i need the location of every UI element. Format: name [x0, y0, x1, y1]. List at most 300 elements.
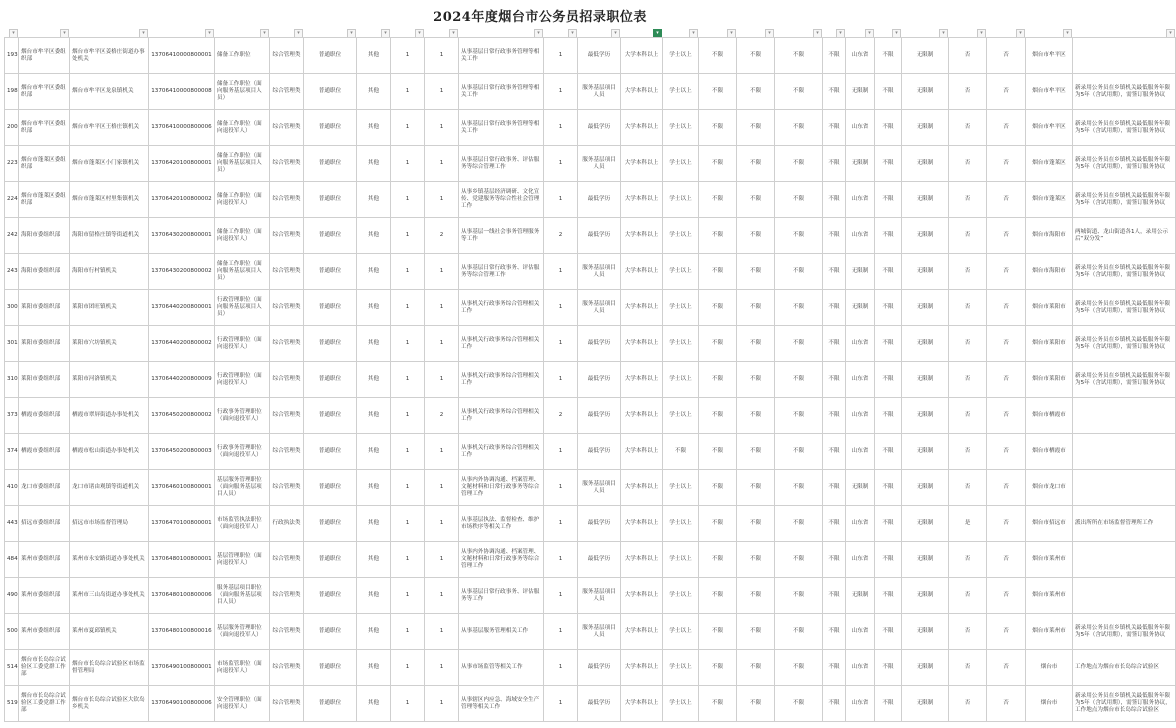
table-cell[interactable]: 不限	[737, 182, 775, 218]
table-cell[interactable]: 普通职位	[304, 650, 357, 686]
table-cell[interactable]: 烟台市栖霞市	[1026, 434, 1073, 470]
table-cell[interactable]: 从事机关行政事务综合管理相关工作	[459, 362, 544, 398]
table-cell[interactable]: 13706490100800006	[149, 686, 215, 722]
table-cell[interactable]: 栖霞市委组织部	[19, 398, 70, 434]
table-cell[interactable]	[1073, 38, 1176, 74]
table-cell[interactable]: 大学本科以上	[621, 398, 663, 434]
table-cell[interactable]: 不限	[823, 218, 846, 254]
table-cell[interactable]: 服务基层项目人员	[578, 614, 621, 650]
table-cell[interactable]: 最低学历	[578, 434, 621, 470]
table-cell[interactable]: 1	[425, 362, 459, 398]
table-cell[interactable]	[1073, 398, 1176, 434]
table-cell[interactable]: 不限	[775, 398, 823, 434]
table-cell[interactable]: 1	[544, 74, 578, 110]
table-cell[interactable]: 不限	[775, 254, 823, 290]
table-cell[interactable]: 不限	[737, 578, 775, 614]
table-cell[interactable]: 不限	[775, 146, 823, 182]
table-cell[interactable]: 1	[391, 650, 425, 686]
table-cell[interactable]: 否	[987, 614, 1026, 650]
table-cell[interactable]: 普通职位	[304, 362, 357, 398]
table-cell[interactable]	[1073, 542, 1176, 578]
table-cell[interactable]: 烟台市蓬莱区委组织部	[19, 146, 70, 182]
filter-dropdown-icon[interactable]: ▾	[568, 29, 577, 38]
table-cell[interactable]: 1	[391, 542, 425, 578]
table-cell[interactable]: 13706450200800003	[149, 434, 215, 470]
table-cell[interactable]: 不限	[775, 110, 823, 146]
table-cell[interactable]: 不限	[823, 578, 846, 614]
table-cell[interactable]: 不限	[823, 38, 846, 74]
table-cell[interactable]: 最低学历	[578, 326, 621, 362]
table-cell[interactable]: 普通职位	[304, 686, 357, 722]
table-cell[interactable]: 烟台市莱阳市	[1026, 290, 1073, 326]
table-cell[interactable]: 不限	[737, 290, 775, 326]
table-cell[interactable]: 不限	[737, 470, 775, 506]
table-cell[interactable]: 综合管理类	[270, 254, 304, 290]
table-cell[interactable]: 新录用公务员在乡镇机关最低服务年限为5年（含试用期），需签订服务协议	[1073, 146, 1176, 182]
table-cell[interactable]: 不限	[875, 434, 902, 470]
table-cell[interactable]: 不限	[775, 218, 823, 254]
table-cell[interactable]: 莱阳市穴坊镇机关	[70, 326, 149, 362]
table-cell[interactable]: 不限	[699, 578, 737, 614]
table-cell[interactable]: 莱州市委组织部	[19, 578, 70, 614]
table-cell[interactable]: 1	[544, 362, 578, 398]
table-cell[interactable]: 310	[5, 362, 19, 398]
table-cell[interactable]: 不限	[737, 218, 775, 254]
table-cell[interactable]: 烟台市蓬莱区委组织部	[19, 182, 70, 218]
table-cell[interactable]: 市场监管职位（面向退役军人）	[215, 650, 270, 686]
table-cell[interactable]: 13706420100800001	[149, 146, 215, 182]
table-cell[interactable]: 普通职位	[304, 254, 357, 290]
table-cell[interactable]: 不限	[737, 254, 775, 290]
table-cell[interactable]: 综合管理类	[270, 362, 304, 398]
table-cell[interactable]: 不限	[737, 686, 775, 722]
table-cell[interactable]: 山东省	[846, 38, 875, 74]
table-cell[interactable]: 其他	[357, 362, 391, 398]
table-cell[interactable]: 服务基层项目职位（面向服务基层项目人员）	[215, 578, 270, 614]
table-cell[interactable]: 无限制	[902, 290, 949, 326]
table-cell[interactable]: 1	[544, 542, 578, 578]
table-cell[interactable]: 13706430200800001	[149, 218, 215, 254]
table-cell[interactable]: 13706480100800016	[149, 614, 215, 650]
table-cell[interactable]: 综合管理类	[270, 290, 304, 326]
table-cell[interactable]: 烟台市莱阳市	[1026, 326, 1073, 362]
filter-dropdown-icon[interactable]: ▾	[765, 29, 774, 38]
table-cell[interactable]: 烟台市牟平区姜格庄街道办事处机关	[70, 38, 149, 74]
table-cell[interactable]: 不限	[875, 578, 902, 614]
table-cell[interactable]: 不限	[823, 74, 846, 110]
table-cell[interactable]: 烟台市牟平区龙泉镇机关	[70, 74, 149, 110]
table-cell[interactable]: 无限制	[902, 506, 949, 542]
table-cell[interactable]: 最低学历	[578, 542, 621, 578]
table-cell[interactable]: 学士以上	[663, 686, 699, 722]
table-cell[interactable]: 其他	[357, 182, 391, 218]
table-cell[interactable]: 不限	[699, 614, 737, 650]
table-cell[interactable]: 1	[391, 254, 425, 290]
table-cell[interactable]: 其他	[357, 470, 391, 506]
table-cell[interactable]: 不限	[699, 650, 737, 686]
table-cell[interactable]: 招远市委组织部	[19, 506, 70, 542]
filter-dropdown-icon[interactable]: ▾	[1063, 29, 1072, 38]
table-cell[interactable]: 不限	[823, 326, 846, 362]
table-cell[interactable]: 综合管理类	[270, 650, 304, 686]
table-cell[interactable]: 普通职位	[304, 614, 357, 650]
table-cell[interactable]: 不限	[875, 614, 902, 650]
table-cell[interactable]: 否	[949, 542, 987, 578]
table-cell[interactable]: 学士以上	[663, 614, 699, 650]
table-cell[interactable]: 综合管理类	[270, 578, 304, 614]
table-cell[interactable]: 否	[987, 578, 1026, 614]
table-cell[interactable]: 无限制	[902, 434, 949, 470]
table-cell[interactable]: 1	[391, 470, 425, 506]
table-cell[interactable]: 无限制	[902, 218, 949, 254]
table-cell[interactable]: 最低学历	[578, 398, 621, 434]
table-cell[interactable]: 224	[5, 182, 19, 218]
table-cell[interactable]: 烟台市蓬莱区小门家镇机关	[70, 146, 149, 182]
table-cell[interactable]: 行政执法类	[270, 506, 304, 542]
filter-dropdown-icon[interactable]: ▾	[139, 29, 148, 38]
table-cell[interactable]: 1	[425, 110, 459, 146]
table-cell[interactable]: 2	[425, 218, 459, 254]
table-cell[interactable]: 从事基层日常行政事务、评估服务等工作	[459, 578, 544, 614]
table-cell[interactable]: 否	[949, 578, 987, 614]
filter-dropdown-icon[interactable]: ▾	[892, 29, 901, 38]
table-cell[interactable]: 储备工作职位（面向退役军人）	[215, 110, 270, 146]
table-cell[interactable]: 不限	[737, 110, 775, 146]
table-cell[interactable]: 工作地点为烟台市长岛综合试验区	[1073, 650, 1176, 686]
table-cell[interactable]: 服务基层项目人员	[578, 290, 621, 326]
table-cell[interactable]: 最低学历	[578, 686, 621, 722]
table-cell[interactable]: 其他	[357, 506, 391, 542]
table-cell[interactable]: 不限	[699, 362, 737, 398]
table-cell[interactable]: 学士以上	[663, 506, 699, 542]
table-cell[interactable]: 无限制	[902, 650, 949, 686]
table-cell[interactable]: 1	[425, 470, 459, 506]
table-cell[interactable]: 不限	[663, 434, 699, 470]
table-cell[interactable]: 普通职位	[304, 506, 357, 542]
table-cell[interactable]: 学士以上	[663, 146, 699, 182]
table-cell[interactable]: 1	[544, 326, 578, 362]
table-cell[interactable]: 海阳市留格庄镇等街道机关	[70, 218, 149, 254]
table-cell[interactable]: 栖霞市委组织部	[19, 434, 70, 470]
table-cell[interactable]: 龙口市诸由观镇等街道机关	[70, 470, 149, 506]
table-cell[interactable]	[1073, 434, 1176, 470]
table-cell[interactable]: 否	[987, 38, 1026, 74]
table-cell[interactable]: 否	[987, 290, 1026, 326]
table-cell[interactable]: 栖霞市翠屏街道办事处机关	[70, 398, 149, 434]
table-cell[interactable]: 519	[5, 686, 19, 722]
table-cell[interactable]: 不限	[737, 146, 775, 182]
table-cell[interactable]: 服务基层项目人员	[578, 146, 621, 182]
table-cell[interactable]: 1	[425, 254, 459, 290]
table-cell[interactable]: 否	[949, 182, 987, 218]
table-cell[interactable]: 否	[987, 506, 1026, 542]
table-cell[interactable]: 无限制	[902, 470, 949, 506]
table-cell[interactable]: 无限制	[902, 110, 949, 146]
table-cell[interactable]: 海阳市行村镇机关	[70, 254, 149, 290]
table-cell[interactable]: 1	[391, 146, 425, 182]
table-cell[interactable]: 山东省	[846, 218, 875, 254]
table-cell[interactable]: 1	[544, 182, 578, 218]
table-cell[interactable]: 443	[5, 506, 19, 542]
table-cell[interactable]: 新录用公务员在乡镇机关最低服务年限为5年（含试用期），需签订服务协议	[1073, 74, 1176, 110]
filter-dropdown-icon[interactable]: ▾	[689, 29, 698, 38]
table-cell[interactable]: 1	[544, 506, 578, 542]
table-cell[interactable]: 莱州市委组织部	[19, 614, 70, 650]
table-cell[interactable]: 1	[544, 146, 578, 182]
table-cell[interactable]: 否	[949, 434, 987, 470]
table-cell[interactable]: 否	[949, 110, 987, 146]
table-cell[interactable]: 大学本科以上	[621, 146, 663, 182]
table-cell[interactable]: 大学本科以上	[621, 470, 663, 506]
table-cell[interactable]: 普通职位	[304, 290, 357, 326]
table-cell[interactable]: 1	[544, 38, 578, 74]
filter-dropdown-icon[interactable]: ▾	[294, 29, 303, 38]
table-cell[interactable]: 不限	[699, 506, 737, 542]
table-cell[interactable]: 223	[5, 146, 19, 182]
table-cell[interactable]: 综合管理类	[270, 38, 304, 74]
table-cell[interactable]: 其他	[357, 146, 391, 182]
table-cell[interactable]: 301	[5, 326, 19, 362]
table-cell[interactable]: 从事基层日常行政事务管理等相关工作	[459, 110, 544, 146]
table-cell[interactable]: 不限	[699, 254, 737, 290]
table-cell[interactable]: 烟台市牟平区王格庄镇机关	[70, 110, 149, 146]
table-cell[interactable]: 否	[987, 110, 1026, 146]
table-cell[interactable]: 大学本科以上	[621, 686, 663, 722]
table-cell[interactable]: 不限	[699, 326, 737, 362]
table-cell[interactable]: 1	[391, 110, 425, 146]
table-cell[interactable]: 新录用公务员在乡镇机关最低服务年限为5年（含试用期），需签订服务协议，工作地点为烟台市长岛综合试验区	[1073, 686, 1176, 722]
filter-dropdown-icon[interactable]: ▾	[260, 29, 269, 38]
table-cell[interactable]: 无限制	[902, 74, 949, 110]
table-cell[interactable]	[1073, 578, 1176, 614]
table-cell[interactable]: 烟台市牟平区委组织部	[19, 38, 70, 74]
table-cell[interactable]: 1	[544, 290, 578, 326]
table-cell[interactable]: 不限	[875, 506, 902, 542]
table-cell[interactable]: 大学本科以上	[621, 614, 663, 650]
table-cell[interactable]: 普通职位	[304, 38, 357, 74]
table-cell[interactable]: 普通职位	[304, 146, 357, 182]
table-cell[interactable]: 不限	[699, 74, 737, 110]
table-cell[interactable]: 不限	[875, 110, 902, 146]
table-cell[interactable]: 不限	[875, 686, 902, 722]
table-cell[interactable]: 其他	[357, 218, 391, 254]
table-cell[interactable]: 最低学历	[578, 650, 621, 686]
filter-dropdown-icon[interactable]: ▾	[9, 29, 18, 38]
table-cell[interactable]: 服务基层项目人员	[578, 578, 621, 614]
table-cell[interactable]: 其他	[357, 686, 391, 722]
table-cell[interactable]: 否	[949, 218, 987, 254]
table-cell[interactable]: 不限	[775, 614, 823, 650]
table-cell[interactable]: 莱阳市团旺镇机关	[70, 290, 149, 326]
table-cell[interactable]: 不限	[875, 218, 902, 254]
table-cell[interactable]: 1	[391, 614, 425, 650]
table-cell[interactable]: 不限	[875, 542, 902, 578]
table-cell[interactable]: 410	[5, 470, 19, 506]
table-cell[interactable]: 否	[949, 686, 987, 722]
table-cell[interactable]: 山东省	[846, 686, 875, 722]
table-cell[interactable]: 否	[949, 254, 987, 290]
table-cell[interactable]: 198	[5, 74, 19, 110]
table-cell[interactable]: 烟台市牟平区	[1026, 110, 1073, 146]
table-cell[interactable]: 烟台市莱州市	[1026, 578, 1073, 614]
table-cell[interactable]: 1	[425, 506, 459, 542]
table-cell[interactable]: 不限	[875, 362, 902, 398]
table-cell[interactable]: 1	[391, 290, 425, 326]
table-cell[interactable]: 13706410000800008	[149, 74, 215, 110]
table-cell[interactable]: 1	[544, 470, 578, 506]
table-cell[interactable]: 服务基层项目人员	[578, 470, 621, 506]
table-cell[interactable]: 学士以上	[663, 182, 699, 218]
filter-dropdown-icon[interactable]: ▾	[415, 29, 424, 38]
table-cell[interactable]: 无限制	[902, 614, 949, 650]
table-cell[interactable]: 最低学历	[578, 38, 621, 74]
table-cell[interactable]: 1	[425, 614, 459, 650]
table-cell[interactable]: 普通职位	[304, 218, 357, 254]
table-cell[interactable]: 否	[949, 650, 987, 686]
table-cell[interactable]: 否	[987, 326, 1026, 362]
table-cell[interactable]: 484	[5, 542, 19, 578]
table-cell[interactable]: 从事基层执法、监督检查、维护市场秩序等相关工作	[459, 506, 544, 542]
table-cell[interactable]: 普通职位	[304, 110, 357, 146]
table-cell[interactable]: 学士以上	[663, 578, 699, 614]
table-cell[interactable]: 13706480100800006	[149, 578, 215, 614]
table-cell[interactable]: 不限	[775, 578, 823, 614]
table-cell[interactable]: 1	[544, 650, 578, 686]
table-cell[interactable]: 学士以上	[663, 470, 699, 506]
table-cell[interactable]: 不限	[699, 290, 737, 326]
table-cell[interactable]: 否	[949, 326, 987, 362]
table-cell[interactable]: 从事乡镇基层经济调研、文化宣传、党建服务等综合性社会管理工作	[459, 182, 544, 218]
table-cell[interactable]: 不限	[699, 110, 737, 146]
filter-dropdown-icon[interactable]: ▾	[653, 29, 662, 38]
table-cell[interactable]: 否	[987, 470, 1026, 506]
table-cell[interactable]: 1	[425, 578, 459, 614]
table-cell[interactable]: 不限	[699, 470, 737, 506]
table-cell[interactable]: 综合管理类	[270, 110, 304, 146]
table-cell[interactable]: 其他	[357, 614, 391, 650]
table-cell[interactable]: 2	[425, 398, 459, 434]
table-cell[interactable]: 烟台市蓬莱区	[1026, 146, 1073, 182]
table-cell[interactable]: 莱阳市委组织部	[19, 362, 70, 398]
table-cell[interactable]: 行政管理职位（面向退役军人）	[215, 362, 270, 398]
table-cell[interactable]: 综合管理类	[270, 146, 304, 182]
table-cell[interactable]: 综合管理类	[270, 326, 304, 362]
table-cell[interactable]: 1	[544, 254, 578, 290]
table-cell[interactable]: 学士以上	[663, 362, 699, 398]
table-cell[interactable]: 不限	[737, 434, 775, 470]
table-cell[interactable]: 不限	[775, 74, 823, 110]
table-cell[interactable]: 储备工作职位（面向退役军人）	[215, 182, 270, 218]
table-cell[interactable]: 不限	[737, 650, 775, 686]
filter-dropdown-icon[interactable]: ▾	[381, 29, 390, 38]
table-cell[interactable]: 否	[987, 254, 1026, 290]
table-cell[interactable]: 不限	[737, 542, 775, 578]
table-cell[interactable]: 2	[544, 218, 578, 254]
table-cell[interactable]: 普通职位	[304, 398, 357, 434]
table-cell[interactable]: 否	[949, 470, 987, 506]
table-cell[interactable]: 莱阳市委组织部	[19, 326, 70, 362]
table-cell[interactable]: 烟台市牟平区	[1026, 74, 1073, 110]
filter-dropdown-icon[interactable]: ▾	[1016, 29, 1025, 38]
table-cell[interactable]: 1	[391, 398, 425, 434]
table-cell[interactable]: 烟台市长岛综合试验区大钦岛乡机关	[70, 686, 149, 722]
table-cell[interactable]: 不限	[823, 398, 846, 434]
table-cell[interactable]: 不限	[737, 614, 775, 650]
table-cell[interactable]: 不限	[737, 38, 775, 74]
table-cell[interactable]: 山东省	[846, 398, 875, 434]
table-cell[interactable]: 否	[987, 650, 1026, 686]
table-cell[interactable]: 基层管理职位（面向退役军人）	[215, 542, 270, 578]
table-cell[interactable]: 是	[949, 506, 987, 542]
table-cell[interactable]: 13706440200800002	[149, 326, 215, 362]
table-cell[interactable]: 1	[425, 650, 459, 686]
table-cell[interactable]: 否	[949, 362, 987, 398]
table-cell[interactable]: 否	[987, 434, 1026, 470]
table-cell[interactable]: 不限	[823, 542, 846, 578]
table-cell[interactable]: 1	[425, 290, 459, 326]
table-cell[interactable]: 综合管理类	[270, 614, 304, 650]
table-cell[interactable]: 不限	[775, 362, 823, 398]
table-cell[interactable]: 烟台市牟平区委组织部	[19, 110, 70, 146]
table-cell[interactable]: 行政事务管理职位（面向退役军人）	[215, 434, 270, 470]
table-cell[interactable]: 无限制	[902, 578, 949, 614]
table-cell[interactable]: 储备工作职位	[215, 38, 270, 74]
table-cell[interactable]: 从事内外协调沟通、档案管理、文秘材料和日常行政事务等综合管理工作	[459, 542, 544, 578]
table-cell[interactable]: 不限	[875, 38, 902, 74]
table-cell[interactable]: 普通职位	[304, 542, 357, 578]
table-cell[interactable]: 山东省	[846, 326, 875, 362]
filter-dropdown-icon[interactable]: ▾	[977, 29, 986, 38]
table-cell[interactable]: 烟台市	[1026, 650, 1073, 686]
table-cell[interactable]: 大学本科以上	[621, 434, 663, 470]
table-cell[interactable]: 新录用公务员在乡镇机关最低服务年限为5年（含试用期），需签订服务协议	[1073, 614, 1176, 650]
table-cell[interactable]: 不限	[875, 398, 902, 434]
table-cell[interactable]: 无限制	[902, 182, 949, 218]
table-cell[interactable]: 海阳市委组织部	[19, 218, 70, 254]
table-cell[interactable]: 193	[5, 38, 19, 74]
table-cell[interactable]: 不限	[699, 686, 737, 722]
table-cell[interactable]: 无限制	[902, 254, 949, 290]
table-cell[interactable]: 从事基层日常行政事务、评估服务等综合管理工作	[459, 254, 544, 290]
table-cell[interactable]: 不限	[699, 182, 737, 218]
table-cell[interactable]: 不限	[875, 74, 902, 110]
table-cell[interactable]: 大学本科以上	[621, 74, 663, 110]
table-cell[interactable]: 无限制	[846, 146, 875, 182]
table-cell[interactable]: 山东省	[846, 182, 875, 218]
table-cell[interactable]: 最低学历	[578, 110, 621, 146]
table-cell[interactable]: 否	[949, 38, 987, 74]
table-cell[interactable]: 无限制	[846, 470, 875, 506]
table-cell[interactable]: 374	[5, 434, 19, 470]
table-cell[interactable]: 烟台市牟平区	[1026, 38, 1073, 74]
table-cell[interactable]: 烟台市招远市	[1026, 506, 1073, 542]
table-cell[interactable]: 服务基层项目人员	[578, 74, 621, 110]
table-cell[interactable]: 栖霞市松山街道办事处机关	[70, 434, 149, 470]
table-cell[interactable]: 不限	[875, 290, 902, 326]
table-cell[interactable]: 新录用公务员在乡镇机关最低服务年限为5年（含试用期），需签订服务协议	[1073, 110, 1176, 146]
table-cell[interactable]: 1	[425, 686, 459, 722]
table-cell[interactable]: 1	[391, 434, 425, 470]
table-cell[interactable]: 不限	[737, 506, 775, 542]
table-cell[interactable]: 不限	[775, 650, 823, 686]
table-cell[interactable]: 不限	[699, 542, 737, 578]
table-cell[interactable]: 烟台市龙口市	[1026, 470, 1073, 506]
table-cell[interactable]: 200	[5, 110, 19, 146]
table-cell[interactable]: 1	[391, 362, 425, 398]
table-cell[interactable]: 无限制	[902, 362, 949, 398]
table-cell[interactable]: 不限	[875, 650, 902, 686]
table-cell[interactable]: 综合管理类	[270, 542, 304, 578]
